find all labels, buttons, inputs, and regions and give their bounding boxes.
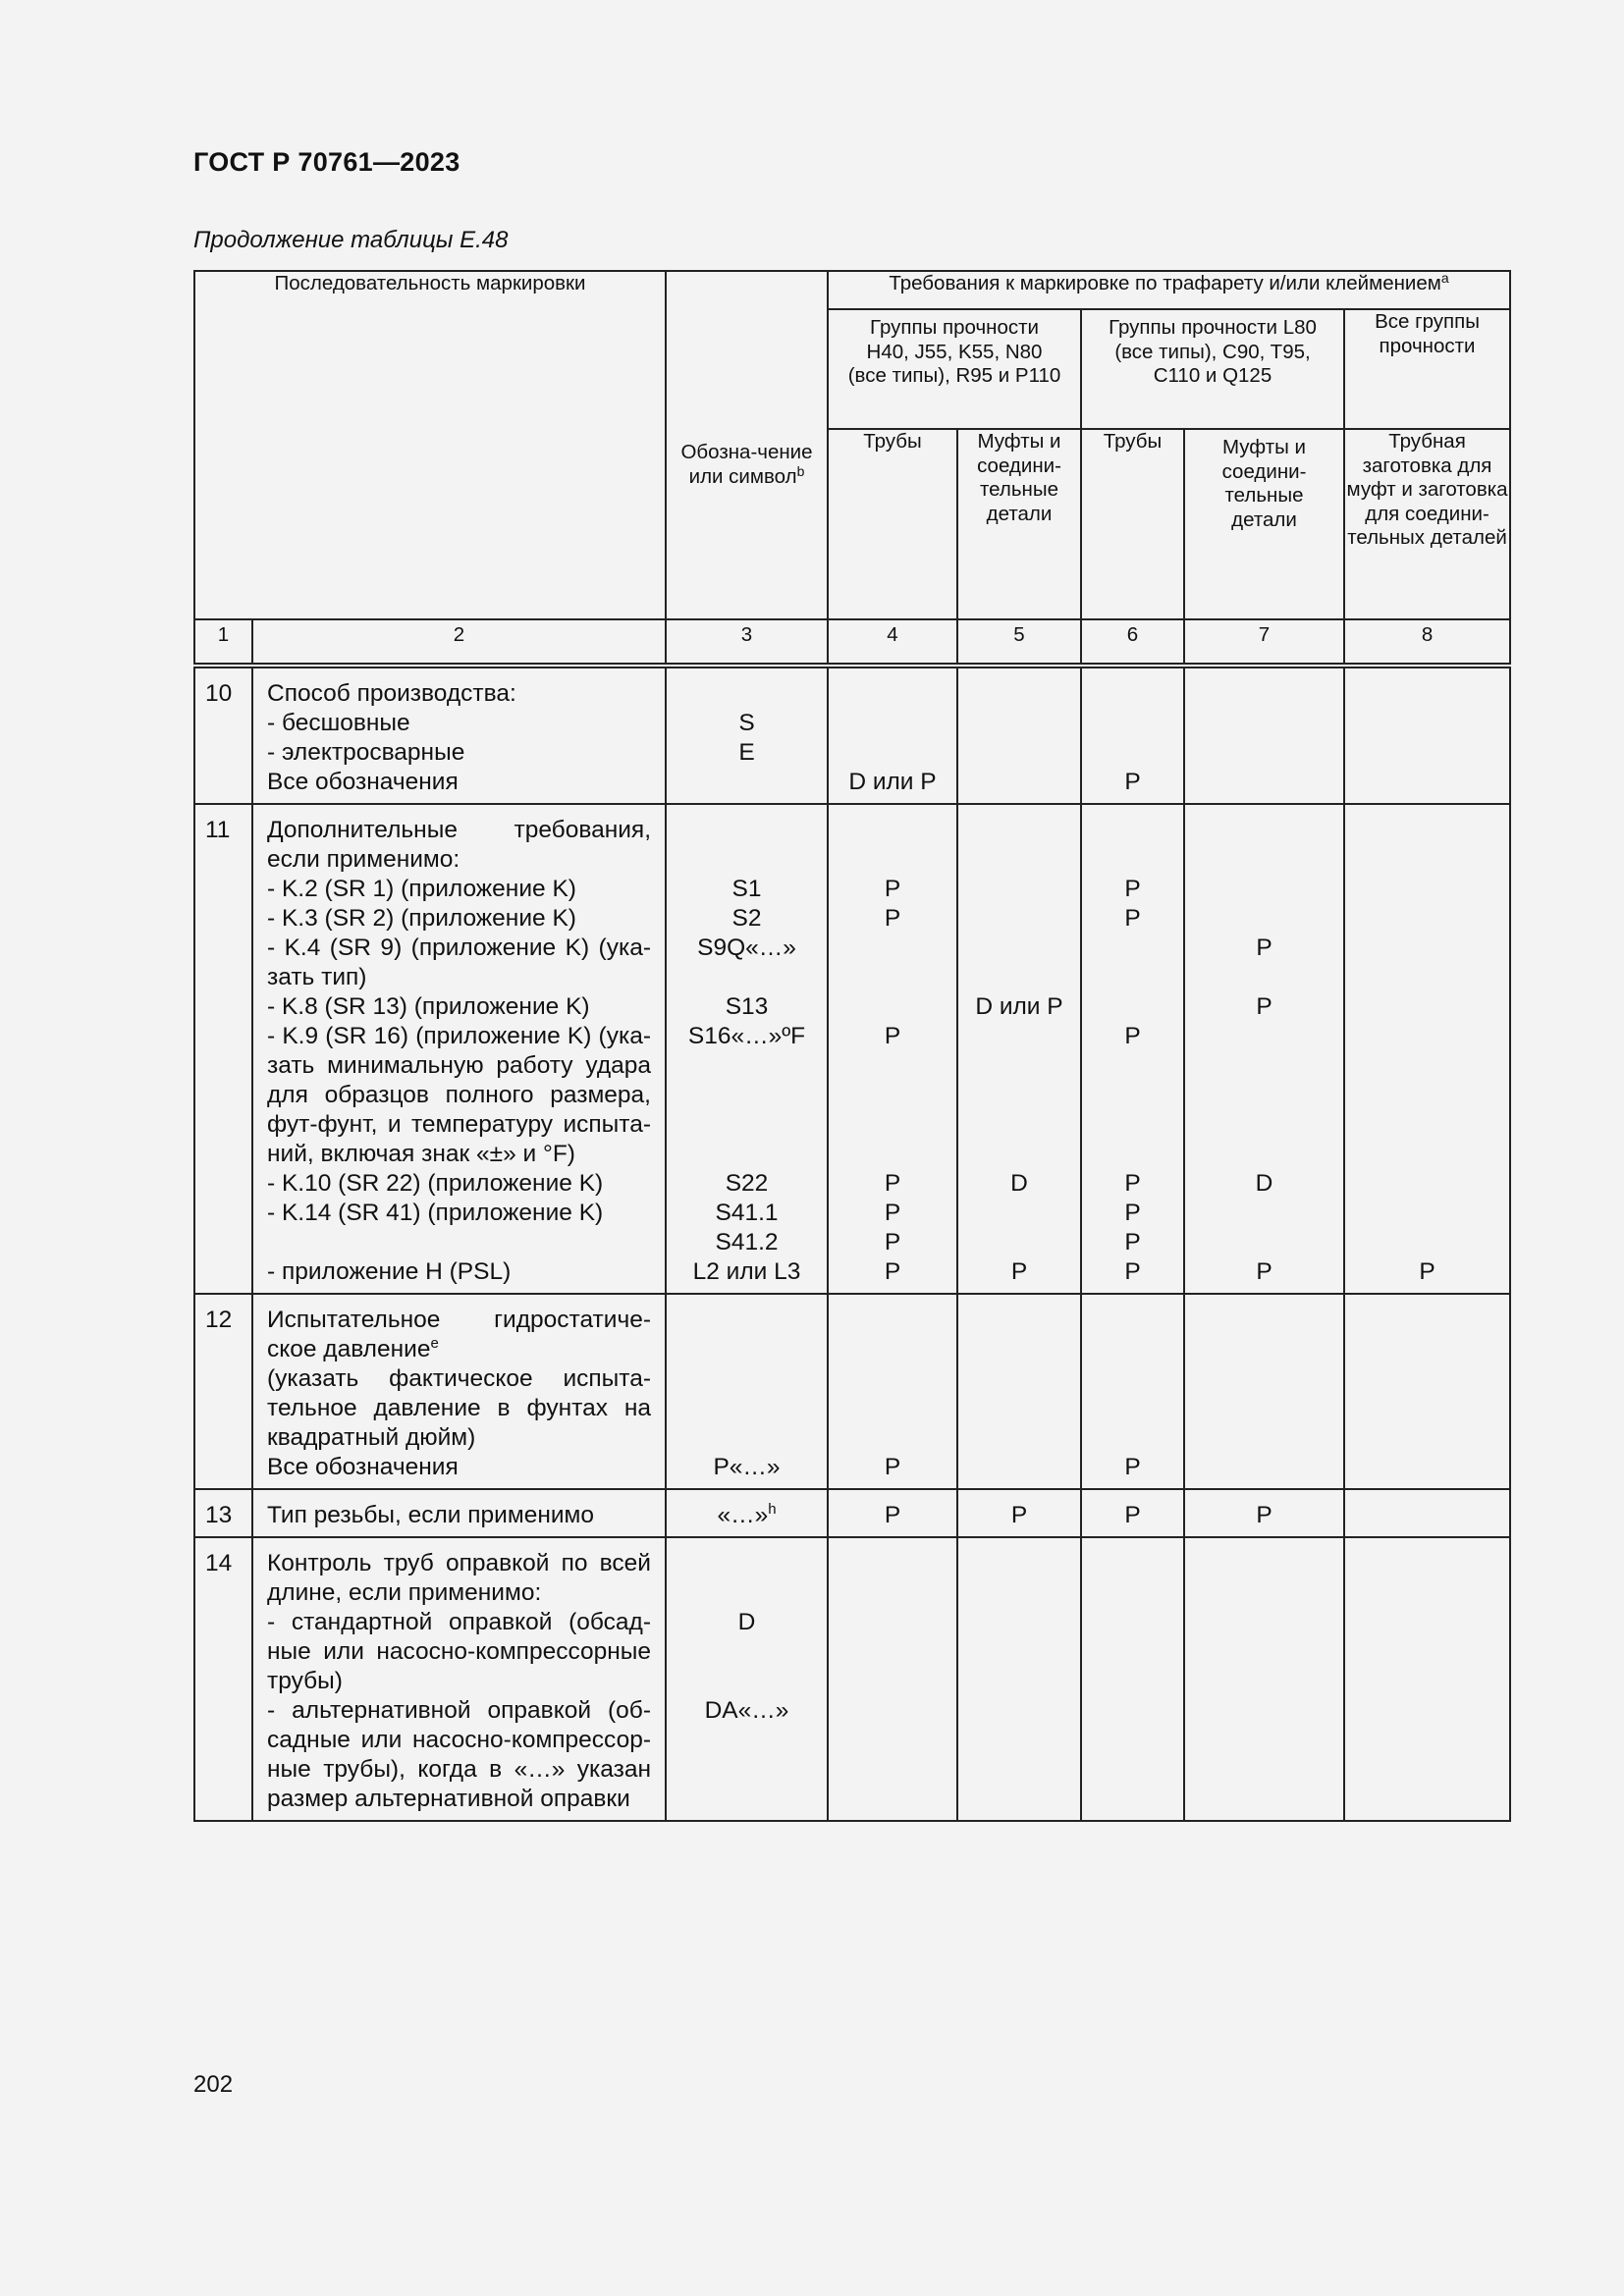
footnote-mark: e [430,1335,439,1352]
table-row [194,1169,1510,1199]
row-number [194,709,252,738]
requirement-cell [957,875,1081,904]
requirement-cell [828,1199,957,1257]
requirement-cell [1344,1453,1510,1489]
requirement-value: P [884,876,901,902]
row-number [194,1199,252,1257]
marking-item-text: - K.14 (SR 41) (приложение K) [267,1200,604,1226]
requirement-cell [1081,666,1184,709]
requirement-cell [957,804,1081,875]
designation-symbol: S41.2 [715,1229,779,1255]
requirement-cell [1081,1169,1184,1199]
marking-item [252,738,666,768]
table-row [194,1294,1510,1453]
designation-symbol: S2 [731,905,762,932]
designation-symbol: S22 [725,1170,769,1197]
requirement-cell [828,1022,957,1169]
marking-item [252,1537,666,1608]
requirement-cell [1344,1199,1510,1257]
requirement-cell [1184,1294,1344,1453]
requirement-cell [828,1294,957,1453]
marking-item-text: - K.2 (SR 1) (приложение K) [267,876,576,902]
table-row [194,934,1510,992]
requirement-cell [1184,904,1344,934]
requirement-cell [1081,804,1184,875]
table-row [194,1453,1510,1489]
requirement-value: P [1124,905,1141,932]
requirement-cell [957,1489,1081,1537]
table-row [194,1257,1510,1294]
requirement-value: P [1124,876,1141,902]
requirement-cell [1184,738,1344,768]
requirement-cell [1344,1257,1510,1294]
row-number [194,768,252,804]
requirement-cell [957,1608,1081,1696]
row-number [194,1453,252,1489]
marking-item-text: Дополнительные требования, если применимо: [267,817,651,873]
column-number: 6 [1081,619,1184,666]
table-row [194,875,1510,904]
requirement-cell [957,1169,1081,1199]
footnote-mark: h [768,1501,777,1518]
marking-item [252,1257,666,1294]
designation-cell [666,1453,828,1489]
requirement-cell [828,804,957,875]
requirement-cell [957,904,1081,934]
marking-item-text: Контроль труб оправкой по всей длине, если применимо: [267,1550,651,1606]
requirement-cell [1344,934,1510,992]
requirement-value: P [1124,1023,1141,1049]
requirement-cell [828,934,957,992]
requirement-cell [1344,1537,1510,1608]
designation-symbol: S9Q«…» [697,934,796,961]
requirement-cell [1184,1257,1344,1294]
requirement-cell [1184,1453,1344,1489]
requirement-cell [1184,1537,1344,1608]
marking-item [252,1453,666,1489]
designation-symbol: S13 [725,993,769,1020]
designation-cell [666,768,828,804]
requirement-cell [957,992,1081,1022]
designation-cell [666,875,828,904]
requirement-value: P [1124,1229,1141,1255]
requirement-cell [1081,875,1184,904]
marking-item [252,1199,666,1257]
requirement-cell [1081,1453,1184,1489]
row-number [194,1022,252,1169]
row-number: 13 [194,1489,252,1537]
requirement-cell [1184,875,1344,904]
table-row [194,1608,1510,1696]
requirement-cell [828,1696,957,1821]
header-designation: Обозна-чение или символ$^b$ [666,271,828,619]
marking-item [252,1022,666,1169]
designation-cell [666,1608,828,1696]
marking-item-text: - бесшовные [267,710,410,736]
requirement-cell [1184,1489,1344,1537]
requirement-value: P [884,905,901,932]
requirement-value: P [1419,1258,1435,1285]
requirement-cell [1184,1169,1344,1199]
requirement-cell [1081,768,1184,804]
row-number: 12 [194,1294,252,1453]
table-row [194,768,1510,804]
table-row [194,1199,1510,1257]
table-caption: Продолжение таблицы Е.48 [193,227,509,253]
marking-item-text: - K.9 (SR 16) (приложение K) (ука-зать минимальную работу удара для образцов полного размера, фут-фунт, и температуру испыта-ний, включая знак «±» и °F) [267,1023,651,1167]
requirement-cell [1344,804,1510,875]
designation-symbol: S1 [731,876,762,902]
row-number [194,738,252,768]
requirement-cell [828,1489,957,1537]
row-number [194,1608,252,1696]
requirement-cell [828,666,957,709]
requirement-value: P [1124,1258,1141,1285]
marking-item [252,1489,666,1537]
row-number: 14 [194,1537,252,1608]
requirement-cell [828,768,957,804]
column-number: 7 [1184,619,1344,666]
requirement-cell [1081,738,1184,768]
marking-item [252,804,666,875]
requirement-cell [1081,1257,1184,1294]
marking-item [252,1696,666,1821]
row-number [194,934,252,992]
designation-symbol: P«…» [713,1454,781,1480]
requirement-cell [957,768,1081,804]
marking-item-text: Способ производства: [267,680,516,707]
header-pipes-2: Трубы [1081,429,1184,619]
designation-cell [666,1294,828,1453]
requirement-value: P [1124,1170,1141,1197]
requirement-cell [1344,709,1510,738]
requirement-cell [1184,768,1344,804]
column-number: 1 [194,619,252,666]
requirement-cell [1081,934,1184,992]
requirement-cell [828,904,957,934]
table-row [194,709,1510,738]
designation-cell [666,904,828,934]
requirement-value: P [884,1258,901,1285]
requirement-cell [957,1257,1081,1294]
requirement-value: P [1256,934,1272,961]
marking-item [252,934,666,992]
requirement-cell [828,709,957,738]
table-row [194,738,1510,768]
requirement-cell [828,1257,957,1294]
table-row [194,1022,1510,1169]
table-row [194,904,1510,934]
marking-item-text: - K.3 (SR 2) (приложение K) [267,905,576,932]
requirement-value: P [1124,1200,1141,1226]
requirement-value: D [1255,1170,1273,1197]
header-pipes-1: Трубы [828,429,957,619]
document-header: ГОСТ Р 70761—2023 [193,147,460,177]
marking-item-text: Все обозначения [267,1454,459,1480]
requirement-cell [1081,1294,1184,1453]
marking-item [252,992,666,1022]
page-number: 202 [193,2071,234,2098]
requirement-cell [1184,1199,1344,1257]
requirement-cell [1081,1022,1184,1169]
requirement-cell [1344,1608,1510,1696]
requirement-cell [1344,1489,1510,1537]
marking-item [252,904,666,934]
column-number: 5 [957,619,1081,666]
requirement-value: P [1256,1258,1272,1285]
requirement-value: P [1256,993,1272,1020]
table-row [194,1696,1510,1821]
designation-symbol: «…» [717,1502,769,1528]
requirement-cell [1184,1022,1344,1169]
requirement-cell [1081,1608,1184,1696]
designation-cell [666,738,828,768]
requirement-value: P [1010,1502,1028,1528]
designation-cell [666,666,828,709]
designation-cell [666,1257,828,1294]
designation-symbol: S41.1 [715,1200,779,1226]
marking-item-text: Тип резьбы, если применимо [267,1502,595,1528]
requirement-value: P [1256,1502,1272,1528]
requirement-cell [828,738,957,768]
designation-cell [666,992,828,1022]
table-row [194,992,1510,1022]
requirement-cell [828,1169,957,1199]
requirement-cell [957,1294,1081,1453]
row-number [194,875,252,904]
requirement-cell [1081,1696,1184,1821]
table-row [194,666,1510,709]
designation-cell [666,1169,828,1199]
header-couplings-1: Муфты и соедини-тельные детали [957,429,1081,619]
designation-symbol: S [738,710,755,736]
requirement-cell [1081,1537,1184,1608]
header-requirements: Требования к маркировке по трафарету и/или клеймением$^a$ [828,271,1510,309]
requirement-cell [1184,804,1344,875]
marking-item [252,666,666,709]
requirement-cell [957,709,1081,738]
requirement-cell [1344,1294,1510,1453]
marking-item [252,768,666,804]
marking-item-text: - стандартной оправкой (обсад-ные или насосно-компрессорные трубы) [267,1609,651,1694]
designation-cell [666,934,828,992]
row-number [194,1169,252,1199]
requirement-cell [957,1199,1081,1257]
requirement-cell [828,1608,957,1696]
requirement-cell [1344,738,1510,768]
header-couplings-2: Муфты и соедини-тельные детали [1184,429,1344,619]
requirement-value: P [1010,1258,1028,1285]
requirement-value: P [884,1023,901,1049]
column-number: 2 [252,619,666,666]
requirement-cell [828,1453,957,1489]
designation-cell [666,1489,828,1537]
table-row [194,1489,1510,1537]
requirement-value: P [884,1229,901,1255]
table-row [194,1537,1510,1608]
requirement-value: P [884,1454,901,1480]
column-number: 4 [828,619,957,666]
designation-symbol: S16«…»ºF [687,1023,806,1049]
requirement-cell [1344,666,1510,709]
marking-item-text: Все обозначения [267,769,459,795]
column-number: 3 [666,619,828,666]
column-number: 8 [1344,619,1510,666]
designation-cell [666,804,828,875]
marking-item [252,875,666,904]
requirement-cell [1344,1169,1510,1199]
requirement-value: D или P [848,769,937,795]
marking-item [252,1294,666,1453]
marking-item [252,1608,666,1696]
requirement-cell [1184,934,1344,992]
requirement-cell [1184,1608,1344,1696]
requirement-cell [957,1022,1081,1169]
requirement-cell [1344,904,1510,934]
header-group-1: Группы прочности H40, J55, K55, N80 (все типы), R95 и P110 [828,309,1081,429]
header-group-2: Группы прочности L80 (все типы), C90, T95, C110 и Q125 [1081,309,1344,429]
requirement-cell [1184,992,1344,1022]
marking-item-text: - K.8 (SR 13) (приложение K) [267,993,590,1020]
requirement-value: D [1010,1170,1028,1197]
requirement-cell [1184,709,1344,738]
requirement-value: P [1124,769,1141,795]
marking-item-text: Испытательное гидростатиче-ское давление [267,1307,651,1362]
marking-item-note: (указать фактическое испыта-тельное давление в фунтах на квадратный дюйм) [267,1365,651,1451]
marking-item-text: - приложение H (PSL) [267,1258,512,1285]
requirement-cell [1081,992,1184,1022]
requirement-cell [1184,1696,1344,1821]
requirement-value: D или P [975,993,1063,1020]
row-number: 10 [194,666,252,709]
requirement-cell [828,1537,957,1608]
requirement-value: P [1124,1454,1141,1480]
designation-cell [666,1022,828,1169]
row-number: 11 [194,804,252,875]
requirement-value: P [884,1502,901,1528]
requirement-cell [1344,1696,1510,1821]
requirement-cell [957,934,1081,992]
requirement-cell [1344,1022,1510,1169]
row-number [194,904,252,934]
designation-symbol: L2 или L3 [692,1258,801,1285]
requirement-cell [957,1453,1081,1489]
designation-symbol: E [738,739,755,766]
requirement-cell [828,875,957,904]
marking-item-text: - электросварные [267,739,465,766]
requirement-cell [957,1696,1081,1821]
marking-item [252,1169,666,1199]
requirement-value: P [884,1170,901,1197]
requirement-cell [1344,992,1510,1022]
header-sequence: Последовательность маркировки [194,271,666,619]
requirement-cell [1184,666,1344,709]
requirement-value: P [884,1200,901,1226]
designation-symbol: D [737,1609,756,1635]
column-numbers [194,619,1510,666]
marking-item [252,709,666,738]
marking-item-text: - альтернативной оправкой (об-садные или насосно-компрессор-ные трубы), когда в «…» указан размер альтернативной оправки [267,1697,651,1812]
table-row [194,804,1510,875]
header-blank: Трубная заготовка для муфт и заготовка для соедини-тельных деталей [1344,429,1510,619]
requirement-cell [1081,904,1184,934]
requirement-cell [1081,1489,1184,1537]
marking-item-text: - K.4 (SR 9) (приложение K) (ука-зать тип) [267,934,651,990]
row-number [194,1257,252,1294]
requirement-cell [1344,875,1510,904]
row-number [194,992,252,1022]
designation-cell [666,1696,828,1821]
designation-cell [666,1537,828,1608]
designation-cell [666,709,828,738]
designation-cell [666,1199,828,1257]
requirement-cell [957,738,1081,768]
marking-table [193,270,1511,1822]
designation-symbol: DA«…» [704,1697,789,1724]
requirement-cell [828,992,957,1022]
header-group-3: Все группы прочности [1344,309,1510,429]
requirement-value: P [1124,1502,1141,1528]
requirement-cell [1081,709,1184,738]
requirement-cell [957,1537,1081,1608]
requirement-cell [957,666,1081,709]
marking-item-text: - K.10 (SR 22) (приложение K) [267,1170,604,1197]
row-number [194,1696,252,1821]
requirement-cell [1081,1199,1184,1257]
requirement-cell [1344,768,1510,804]
